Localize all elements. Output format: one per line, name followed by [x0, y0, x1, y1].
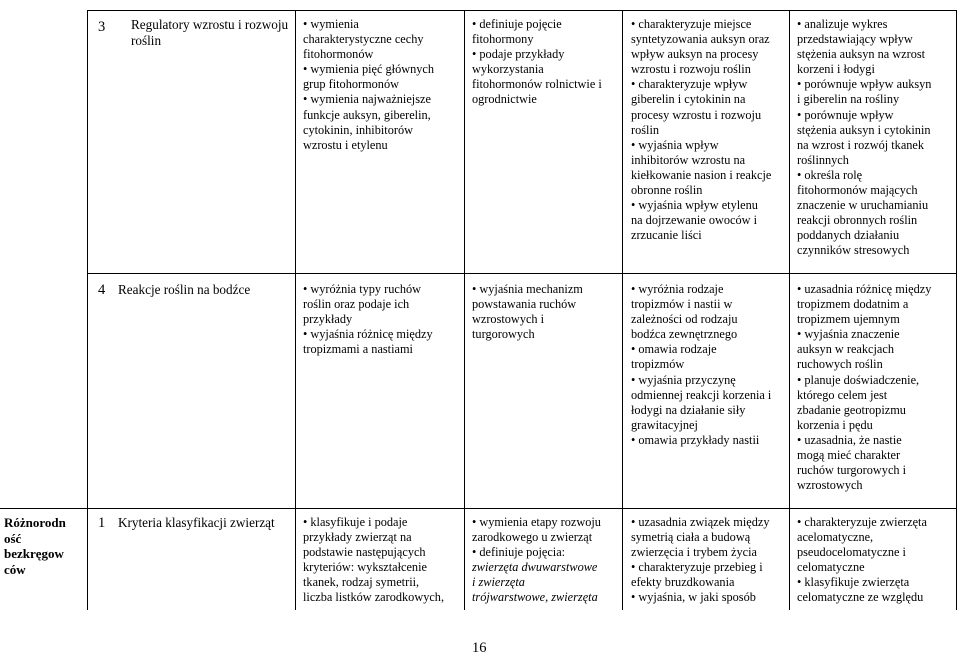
- item-line: podstawie następujących: [303, 545, 426, 560]
- bullet-item: • wymienia pięć głównych: [303, 62, 461, 77]
- bullet-item: • uzasadnia, że nastie: [797, 433, 956, 448]
- topic-line: Kryteria klasyfikacji zwierząt: [118, 515, 275, 530]
- item-line: zrzucanie liści: [631, 228, 702, 243]
- item-line: poddanych działaniu: [797, 228, 900, 243]
- item-line: korzenia i pędu: [797, 417, 873, 432]
- item-line: znaczenie w uruchamianiu: [797, 198, 929, 213]
- section-label-line: Różnorodn: [4, 515, 66, 530]
- item-line: turgorowych: [472, 327, 535, 342]
- item-line: wzrostu i etylenu: [303, 137, 388, 152]
- table-line: [464, 10, 465, 610]
- bullet-item: • planuje doświadczenie,: [797, 373, 956, 388]
- row3-col1-cell: [303, 17, 461, 153]
- bullet-item: • określa rolę: [797, 168, 956, 183]
- row4-col4-cell: [797, 282, 956, 493]
- bullet-item: • wyjaśnia wpływ: [631, 138, 787, 153]
- item-line: zbadanie geotropizmu: [797, 402, 906, 417]
- item-line: funkcje auksyn, giberelin,: [303, 107, 431, 122]
- item-line: efekty bruzdkowania: [631, 575, 735, 590]
- bullet-item: • podaje przykłady: [472, 47, 622, 62]
- row3-col2-cell: [472, 17, 622, 108]
- item-line: ogrodnictwie: [472, 92, 537, 107]
- item-line: na wzrost i rozwój tkanek: [797, 137, 925, 152]
- row3-col4-cell: [797, 17, 956, 259]
- topic-line: Reakcje roślin na bodźce: [118, 282, 251, 297]
- item-line: auksyn w reakcjach: [797, 342, 894, 357]
- item-line: ruchów turgorowych i: [797, 463, 907, 478]
- item-line: kryteriów: wykształcenie: [303, 560, 427, 575]
- item-line: roślin oraz podaje ich: [303, 297, 410, 312]
- item-line: roślin: [631, 122, 660, 137]
- bullet-item: • charakteryzuje przebieg i: [631, 560, 787, 575]
- item-line: tropizmów: [631, 357, 685, 372]
- bullet-item: • wymienia najważniejsze: [303, 92, 461, 107]
- bullet-item: • wyróżnia rodzaje: [631, 282, 787, 297]
- item-line: wzrostowych: [797, 478, 863, 493]
- item-line: stężenia auksyn na wzrost: [797, 47, 926, 62]
- bullet-item: • wymienia: [303, 17, 461, 32]
- item-line: celomatyczne: [797, 560, 865, 575]
- table-line: [87, 10, 88, 610]
- item-line: fitohormonów mających: [797, 183, 918, 198]
- row4-col2-cell: [472, 282, 622, 342]
- item-line: wpływ auksyn na procesy: [631, 47, 759, 62]
- item-line: zwierzęcia i trybem życia: [631, 545, 757, 560]
- item-line: czynników stresowych: [797, 243, 910, 258]
- item-line: przykłady zwierząt na: [303, 530, 412, 545]
- row5-col1-cell: [303, 515, 461, 606]
- item-line: zarodkowego u zwierząt: [472, 530, 593, 545]
- item-line: fitohormonów: [303, 47, 374, 62]
- item-line: korzeni i łodygi: [797, 62, 875, 77]
- topic-line: roślin: [131, 32, 162, 48]
- item-line: stężenia auksyn i cytokinin: [797, 122, 931, 137]
- bullet-item: • uzasadnia różnicę między: [797, 282, 956, 297]
- item-line: na dojrzewanie owoców i: [631, 213, 757, 228]
- bullet-item: • klasyfikuje i podaje: [303, 515, 461, 530]
- bullet-item: • analizuje wykres: [797, 17, 956, 32]
- bullet-item: • wymienia etapy rozwoju: [472, 515, 622, 530]
- bullet-item: • charakteryzuje wpływ: [631, 77, 787, 92]
- bullet-item: • wyjaśnia mechanizm: [472, 282, 622, 297]
- item-line: i zwierzęta: [472, 575, 525, 590]
- table-line: [956, 10, 957, 610]
- item-line: przedstawiający wpływ: [797, 32, 913, 47]
- bullet-item: • uzasadnia związek między: [631, 515, 787, 530]
- row-number: 4: [98, 282, 106, 298]
- item-line: obronne roślin: [631, 183, 703, 198]
- item-line: kiełkowanie nasion i reakcje: [631, 167, 772, 182]
- item-line: roślinnych: [797, 152, 849, 167]
- bullet-item: • wyjaśnia, w jaki sposób: [631, 590, 787, 605]
- topic-line: Regulatory wzrostu i rozwoju: [131, 17, 289, 32]
- section-label: [4, 515, 86, 577]
- item-line: fitohormonów rolnictwie i: [472, 77, 602, 92]
- item-line: acelomatyczne,: [797, 530, 874, 545]
- item-line: liczba listków zarodkowych,: [303, 590, 445, 605]
- item-line: fitohormony: [472, 32, 534, 47]
- table-line: [0, 508, 956, 509]
- row4-col1-cell: [303, 282, 461, 357]
- bullet-item: • klasyfikuje zwierzęta: [797, 575, 956, 590]
- row-topic: [131, 17, 291, 48]
- item-line: ruchowych roślin: [797, 357, 883, 372]
- item-line: mogą mieć charakter: [797, 448, 901, 463]
- item-line: wykorzystania: [472, 62, 544, 77]
- item-line: wzrostowych i: [472, 312, 545, 327]
- bullet-item: • wyjaśnia wpływ etylenu: [631, 198, 787, 213]
- bullet-item: • definiuje pojęcia:: [472, 545, 622, 560]
- bullet-item: • wyróżnia typy ruchów: [303, 282, 461, 297]
- page-number: 16: [472, 640, 487, 656]
- bullet-item: • definiuje pojęcie: [472, 17, 622, 32]
- section-label-line: bezkręgow: [4, 546, 64, 561]
- item-line: celomatyczne ze względu: [797, 590, 924, 605]
- item-line: tropizmów i nastii w: [631, 297, 733, 312]
- row3-col3-cell: [631, 17, 787, 243]
- item-line: przykłady: [303, 312, 353, 327]
- row-topic: [118, 282, 298, 298]
- item-line: wzrostu i rozwoju roślin: [631, 62, 751, 77]
- table-line: [789, 10, 790, 610]
- bullet-item: • omawia rodzaje: [631, 342, 787, 357]
- item-line: tropizmem dodatnim a: [797, 297, 909, 312]
- row5-col3-cell: [631, 515, 787, 606]
- item-line: reakcji obronnych roślin: [797, 213, 918, 228]
- bullet-item: • charakteryzuje zwierzęta: [797, 515, 956, 530]
- item-line: tropizmem ujemnym: [797, 312, 900, 327]
- table-line: [622, 10, 623, 610]
- row4-col3-cell: [631, 282, 787, 448]
- item-line: grup fitohormonów: [303, 77, 399, 92]
- row-topic: [118, 515, 298, 531]
- item-line: powstawania ruchów: [472, 297, 577, 312]
- item-line: charakterystyczne cechy: [303, 32, 424, 47]
- row-number: 1: [98, 515, 106, 531]
- item-line: syntetyzowania auksyn oraz: [631, 32, 770, 47]
- item-line: tkanek, rodzaj symetrii,: [303, 575, 420, 590]
- item-line: tropizmami a nastiami: [303, 342, 413, 357]
- section-label-line: ość: [4, 530, 22, 546]
- bullet-item: • wyjaśnia znaczenie: [797, 327, 956, 342]
- bullet-item: • charakteryzuje miejsce: [631, 17, 787, 32]
- item-line: trójwarstwowe, zwierzęta: [472, 590, 598, 605]
- section-label-line: ców: [4, 561, 26, 577]
- item-line: grawitacyjnej: [631, 417, 698, 432]
- item-line: zależności od rodzaju: [631, 312, 738, 327]
- bullet-item: • wyjaśnia przyczynę: [631, 373, 787, 388]
- row-number: 3: [98, 19, 106, 35]
- item-line: odmiennej reakcji korzenia i: [631, 387, 772, 402]
- row5-col4-cell: [797, 515, 956, 606]
- bullet-item: • omawia przykłady nastii: [631, 433, 787, 448]
- bullet-item: • porównuje wpływ auksyn: [797, 77, 956, 92]
- item-line: cytokinin, inhibitorów: [303, 122, 413, 137]
- item-line: inhibitorów wzrostu na: [631, 152, 746, 167]
- item-line: i giberelin na rośliny: [797, 92, 900, 107]
- bullet-item: • wyjaśnia różnicę między: [303, 327, 461, 342]
- item-line: pseudocelomatyczne i: [797, 545, 906, 560]
- row5-col2-cell: [472, 515, 622, 606]
- item-line: łodygi na działanie siły: [631, 402, 746, 417]
- item-line: giberelin i cytokinin na: [631, 92, 746, 107]
- table-line: [87, 273, 956, 274]
- item-line: którego celem jest: [797, 387, 888, 402]
- item-line: symetrią ciała a budową: [631, 530, 751, 545]
- bullet-item: • porównuje wpływ: [797, 108, 956, 123]
- table-line: [87, 10, 956, 11]
- item-line: zwierzęta dwuwarstwowe: [472, 560, 598, 575]
- item-line: procesy wzrostu i rozwoju: [631, 107, 762, 122]
- item-line: bodźca zewnętrznego: [631, 327, 738, 342]
